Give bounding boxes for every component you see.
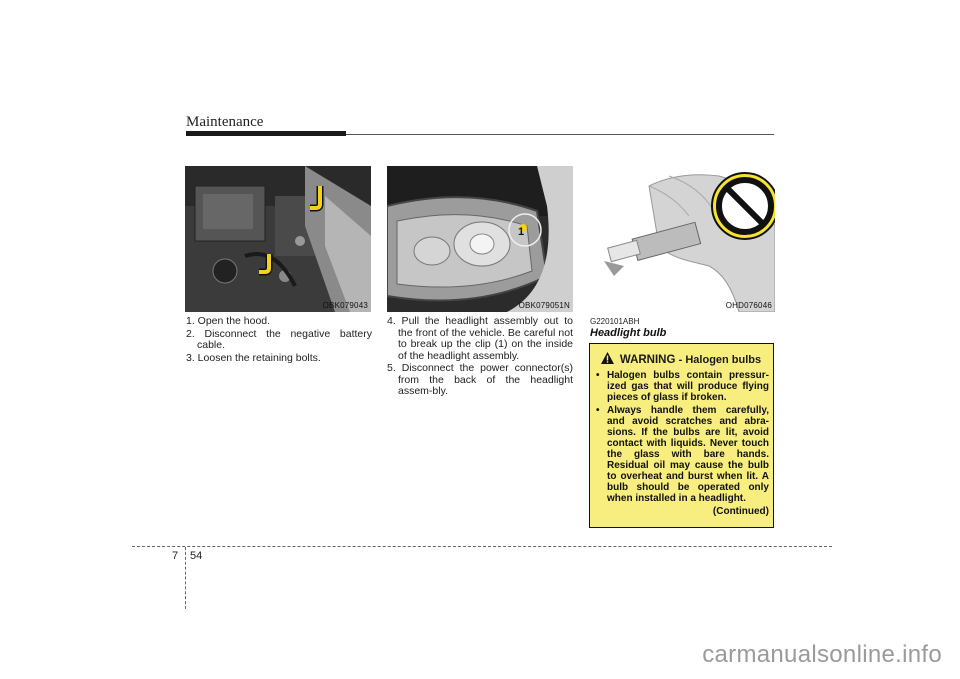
warning-body <box>596 370 769 517</box>
figure-halogen-bulb <box>589 166 775 312</box>
header-rule-thick <box>186 131 346 136</box>
footer-rule <box>132 546 832 547</box>
chapter-number: 7 <box>172 550 179 562</box>
step-item: 3. Loosen the retaining bolts. <box>186 351 321 364</box>
warning-item: • Halogen bulbs contain pressur-ized gas that will produce flying pieces of glass if broken. <box>596 370 769 403</box>
step-item: 2. Disconnect the negative battery cable. <box>186 327 372 351</box>
warning-continued: (Continued) <box>712 506 769 517</box>
figure-callout-1: 1 <box>518 226 525 238</box>
warning-title: WARNING <box>619 354 676 366</box>
figure-engine-bay <box>185 166 371 312</box>
warning-box <box>589 343 774 528</box>
footer-vertical-rule <box>185 547 186 609</box>
step-item: 1. Open the hood. <box>186 315 271 327</box>
step-item: 4. Pull the headlight assembly out to the front of the vehicle. Be careful not to break up the clip (1) on the inside of the headlight assembly. <box>387 315 573 362</box>
figure-code: OBK079051N <box>518 301 570 310</box>
figure-code: OBK079043 <box>322 301 368 310</box>
figure-code: OHD076046 <box>725 301 772 310</box>
page-number: 54 <box>190 550 203 562</box>
header-rule-thin <box>346 134 774 135</box>
warning-triangle-icon <box>601 352 614 364</box>
figure-headlight-assembly <box>387 166 573 312</box>
subheading-headlight-bulb: Headlight bulb <box>590 327 667 339</box>
steps-column-1 <box>186 316 372 365</box>
page-section-title: Maintenance <box>186 114 264 130</box>
steps-column-2 <box>387 316 573 399</box>
warning-subtitle: - Halogen bulbs <box>678 354 762 366</box>
section-code: G220101ABH <box>590 317 640 326</box>
watermark-text: carmanualsonline.info <box>702 641 942 668</box>
step-item: 5. Disconnect the power connector(s) from the back of the headlight assem-bly. <box>387 362 573 397</box>
warning-item: • Always handle them carefully, and avoid scratches and abra-sions. If the bulbs are lit, avoid contact with liquids. Never touch the glass with bare hands. Residual oil may cause the bulb to overheat and burst when lit. A bulb should be operated only when installed in a headlight. <box>596 405 769 504</box>
warning-header <box>595 352 767 366</box>
